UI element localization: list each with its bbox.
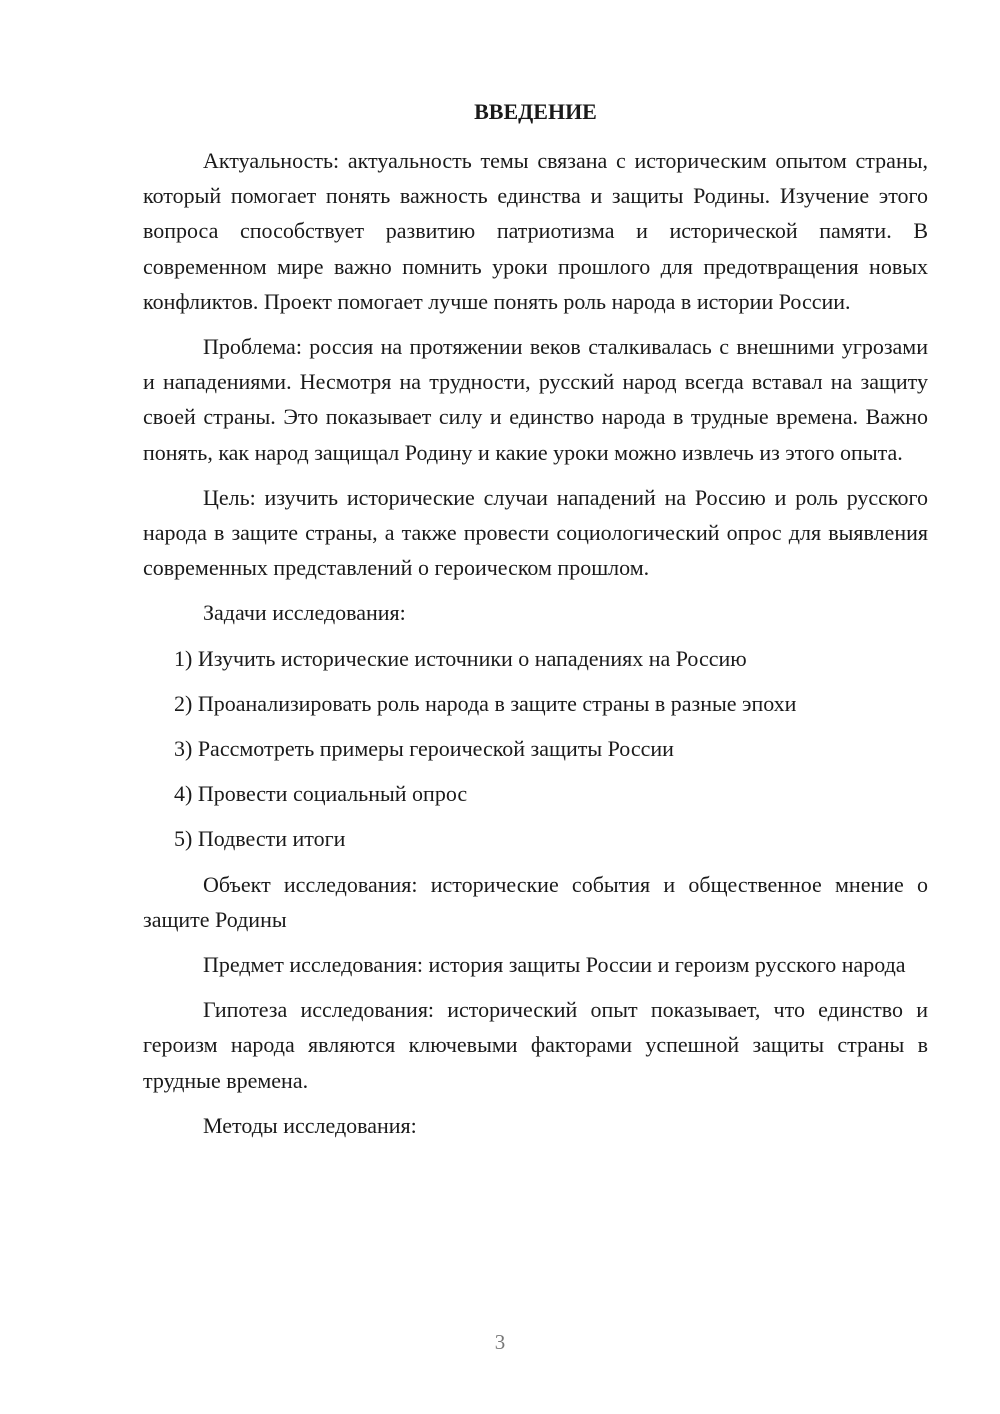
section-title: ВВЕДЕНИЕ bbox=[474, 99, 597, 124]
methods-heading: Методы исследования: bbox=[203, 1112, 417, 1138]
task-item: 2) Проанализировать роль народа в защите страны в разные эпохи bbox=[174, 690, 797, 716]
task-item: 5) Подвести итоги bbox=[174, 826, 346, 852]
goal-paragraph: Цель: изучить исторические случаи нападений на Россию и роль русского народа в защите страны, а также провести социологический опрос для выявления современных представлений о героическом прошлом. bbox=[143, 484, 928, 581]
task-item: 3) Рассмотреть примеры героической защиты России bbox=[174, 736, 674, 762]
tasks-list bbox=[143, 641, 928, 857]
relevance-paragraph: Актуальность: актуальность темы связана с историческим опытом страны, который помогает понять важность единства и защиты Родины. Изучение этого вопроса способствует развитию патриотизма и исторической памяти. В современном мире важно помнить уроки прошлого для предотвращения новых конфликтов. Проект помогает лучше понять роль народа в истории России. bbox=[143, 148, 928, 314]
subject-paragraph: Предмет исследования: история защиты России и героизм русского народа bbox=[203, 952, 906, 978]
problem-paragraph: Проблема: россия на протяжении веков сталкивалась с внешними угрозами и нападениями. Несмотря на трудности, русский народ всегда вставал на защиту своей страны. Это показывает силу и единство народа в трудные времена. Важно понять, как народ защищал Родину и какие уроки можно извлечь из этого опыта. bbox=[143, 334, 928, 465]
tasks-heading: Задачи исследования: bbox=[203, 600, 406, 626]
page-content bbox=[143, 94, 928, 1153]
hypothesis-paragraph: Гипотеза исследования: исторический опыт показывает, что единство и героизм народа являются ключевыми факторами успешной защиты страны в трудные времена. bbox=[143, 997, 928, 1093]
task-item: 1) Изучить исторические источники о нападениях на Россию bbox=[174, 645, 747, 671]
page-number: 3 bbox=[494, 1330, 506, 1354]
task-item: 4) Провести социальный опрос bbox=[174, 781, 468, 807]
object-paragraph: Объект исследования: исторические события и общественное мнение о защите Родины bbox=[143, 871, 928, 932]
